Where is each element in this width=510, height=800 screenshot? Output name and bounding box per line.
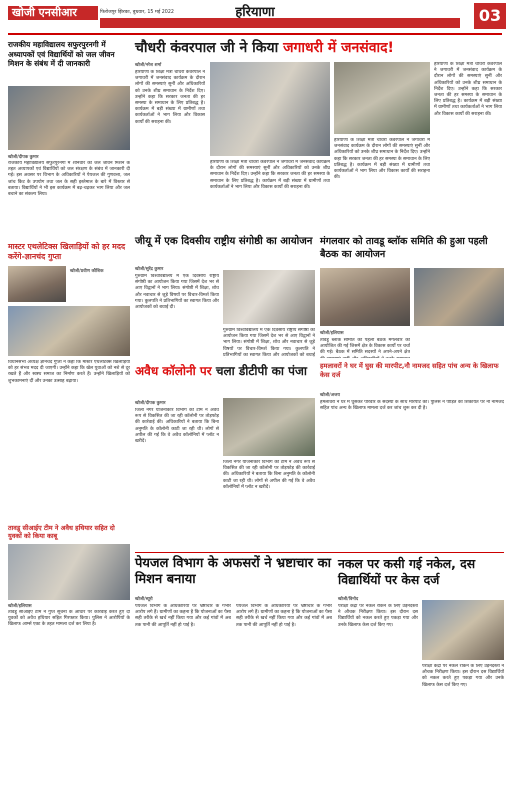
story7-byline: खोजी/दीपक कुमार bbox=[135, 401, 166, 406]
story3-headline bbox=[135, 40, 505, 57]
bottom-divider bbox=[135, 552, 504, 553]
page-number: 03 bbox=[474, 3, 506, 29]
story3-byline: खोजी/नरेश शर्मा bbox=[135, 63, 162, 68]
story10-photo bbox=[422, 600, 504, 660]
story9-byline: खोजी/ब्यूरो bbox=[135, 597, 153, 602]
story5-body: तावडू ब्लॉक समिति की पहली बैठक मंगलवार को आयोजित की गई जिसमें क्षेत्र के विकास कार्यों पर चर्चा की गई। बैठक में समिति सदस्यों ने अपने-अपने क्षेत्र bbox=[320, 338, 410, 356]
story8-byline: खोजी/इलियास bbox=[8, 604, 32, 609]
story9-headline: पेयजल विभाग के अफसरों ने भ्रष्टाचार का मिशन बनाया bbox=[135, 556, 331, 587]
story7-headline-accent: अवैध कॉलोनी पर bbox=[135, 364, 212, 378]
paper-name: खोजी एनसीआर bbox=[12, 6, 77, 19]
story9-body: पेयजल विभाग के अधिकारियों पर भ्रष्टाचार के गंभीर आरोप लगे हैं। ग्रामीणों का कहना है कि योजनाओं का पैसा सही तरीके से खर्च नहीं किया गया और कई गांवों में अब तक पानी की आपूर्ति नहीं हो पाई है। bbox=[135, 604, 231, 628]
story3-body-col1: हरियाणा के शिक्षा मंत्री चौधरी कंवरपाल ने जगाधरी में जनसंवाद कार्यक्रम के दौरान लोगों की समस्याएं सुनीं और अधिकारियों को उनके शीघ्र समाधान के निर्देश दिए। उन्होंने कहा कि सरकार जनता की हर समस्या के समाधान के लिए प्रतिबद्ध है। कार्यक्रम में बड़ी संख्या में ग्रामीणों तथा कार्यकर्ताओं ने भाग लिया और विकास कार्यों की सराहना की। bbox=[135, 70, 205, 125]
story2-photo bbox=[8, 266, 66, 302]
story3-photo-second bbox=[334, 62, 430, 134]
story3-body-col3: हरियाणा के शिक्षा मंत्री चौधरी कंवरपाल ने जगाधरी में जनसंवाद कार्यक्रम के दौरान लोगों की समस्याएं सुनीं और अधिकारियों को उनके शीघ्र समाधान के निर्देश दिए। उन्होंने कहा कि सरकार जनता की हर समस्या के समाधान के लिए प्रतिबद्ध है। कार्यक्रम में बड़ी संख्या में ग्रामीणों तथा कार्यकर्ताओं ने भाग लिया और विकास कार्यों की सराहना की। bbox=[210, 160, 330, 190]
story10-body-col2: परीक्षा केंद्रों पर नकल रोकने के लिए उड़नदस्तों ने औचक निरीक्षण किया। इस दौरान दस विद्यार्थियों को नकल करते हुए पकड़ा गया और उनके खिलाफ केस दर्ज किए गए। bbox=[422, 664, 504, 688]
story4-photo-second bbox=[223, 270, 315, 324]
story7-body: जिला नगर योजनाकार विभाग की टीम ने अवैध रूप से विकसित की जा रही कॉलोनी पर तोड़फोड़ की कार्रवाई की। अधिकारियों ने बताया कि बिना अनुमति के कॉलोनी काटी जा रही थी। लोगों से अपील की गई कि वे अवैध कॉलोनियों में प्लॉट न खरीदें। bbox=[135, 408, 219, 445]
story1-byline: खोजी/दीपक कुमार bbox=[8, 155, 39, 160]
story10-headline: नकल पर कसी गई नकेल, दस विद्यार्थियों पर केस दर्ज bbox=[338, 556, 476, 587]
story5-photo-2 bbox=[414, 268, 504, 326]
story5-photo-1 bbox=[320, 268, 410, 326]
story9-body-col2: पेयजल विभाग के अधिकारियों पर भ्रष्टाचार के गंभीर आरोप लगे हैं। ग्रामीणों का कहना है कि योजनाओं का पैसा सही तरीके से खर्च नहीं किया गया और कई गांवों में अब तक पानी की आपूर्ति नहीं हो पाई है। bbox=[236, 604, 332, 628]
story10-body: परीक्षा केंद्रों पर नकल रोकने के लिए उड़नदस्तों ने औचक निरीक्षण किया। इस दौरान दस विद्यार्थियों को नकल करते हुए पकड़ा गया और उनके खिलाफ केस दर्ज किए गए। bbox=[338, 604, 418, 628]
masthead bbox=[0, 0, 510, 36]
story8-photo bbox=[8, 544, 130, 600]
story1-headline: राजकीय महाविद्यालय सफुरपुरनगी में अध्यापकों एवं विद्यार्थियों को जल जीवन मिशन के संबंध में दी जानकारी bbox=[8, 40, 115, 69]
story6-headline: हमलावरों ने घर में घुस की मारपीट,नौ नामजद सहित पांच अन्य के खिलाफ केस दर्ज bbox=[320, 362, 499, 379]
story3-body-col2: हरियाणा के शिक्षा मंत्री चौधरी कंवरपाल ने जगाधरी में जनसंवाद कार्यक्रम के दौरान लोगों की समस्याएं सुनीं और अधिकारियों को उनके शीघ्र समाधान के निर्देश दिए। उन्होंने कहा कि सरकार जनता की हर समस्या के समाधान के लिए प्रतिबद्ध है। कार्यक्रम में बड़ी संख्या में ग्रामीणों तथा कार्यकर्ताओं ने भाग लिया और विकास कार्यों की सराहना की। bbox=[334, 138, 430, 181]
story1-body: राजकीय महाविद्यालय सफुरपुरनगी में शनिवार को जल जीवन मिशन के तहत अध्यापकों एवं विद्यार्थियों को जल संरक्षण के संबंध में जानकारी दी गई। इस अवसर पर विभाग के अधिकारियों ने पेयजल की गुणवत्ता, जल जांच किट के उपयोग तथा जल के सही इस्तेमाल के बारे में विस्तार से बताया। विद्यार्थियों ने भी इस कार्यक्रम में बढ़-चढ़कर भाग लिया और जल बचाने का संकल्प लिया। bbox=[8, 161, 130, 198]
story2-headline: मास्टर एथलेटिक्स खिलाड़ियों को हर मदद करेंगे-ज्ञानचंद गुप्ता bbox=[8, 242, 126, 261]
story5-headline: मंगलवार को तावडू ब्लॉक समिति की हुआ पहली बैठक का आयोजन bbox=[320, 236, 488, 260]
date-line: फिरोजपुर झिरका, बुधवार, 15 मई 2022 bbox=[100, 10, 174, 15]
story4-byline: खोजी/सुरेंद्र कुमार bbox=[135, 267, 164, 272]
story2-body: विधानसभा अध्यक्ष ज्ञानचंद गुप्ता ने कहा कि मास्टर एथलेटिक्स खिलाड़ियों को हर संभव मदद दी जाएगी। उन्होंने कहा कि खेल युवाओं को नशे से दूर रखते हैं और स्वस्थ समाज का निर्माण करते हैं। उन्होंने खिलाड़ियों को शुभकामनाएं दीं और उनका उत्साह बढ़ाया। bbox=[8, 360, 130, 384]
story7-headline-main: चला डीटीपी का पंजा bbox=[211, 364, 307, 378]
story7-body-col2: जिला नगर योजनाकार विभाग की टीम ने अवैध रूप से विकसित की जा रही कॉलोनी पर तोड़फोड़ की कार्रवाई की। अधिकारियों ने बताया कि बिना अनुमति के कॉलोनी काटी जा रही थी। लोगों से अपील की गई कि वे अवैध कॉलोनियों में प्लॉट न खरीदें। bbox=[223, 460, 315, 490]
story1-photo bbox=[8, 86, 130, 150]
story4-body-col2: गुरुग्राम विश्वविद्यालय में एक दिवसीय राष्ट्रीय संगोष्ठी का आयोजन किया गया जिसमें देश भर से आए विद्वानों ने भाग लिया। संगोष्ठी में शिक्षा, शोध और नवाचार से जुड़े विषयों पर विचार-विमर्श किया गया। कुलपति ने प्रतिभागियों का स्वागत किया और आयोजकों को बधाई bbox=[223, 328, 315, 358]
story6-body: हमलावरों ने घर में घुसकर परिवार के सदस्यों के साथ मारपीट की। पुलिस ने पीड़ित की शिकायत पर नौ नामजद सहित पांच अन्य के खिलाफ मामला दर्ज कर जांच शुरू कर दी है। bbox=[320, 400, 504, 412]
story4-body: गुरुग्राम विश्वविद्यालय में एक दिवसीय राष्ट्रीय संगोष्ठी का आयोजन किया गया जिसमें देश भर से आए विद्वानों ने भाग लिया। संगोष्ठी में शिक्षा, शोध और नवाचार से जुड़े विषयों पर विचार-विमर्श किया गया। कुलपति ने प्रतिभागियों का स्वागत किया और आयोजकों को बधाई दी। bbox=[135, 274, 219, 311]
story8-body: तावडू सीआईए टीम ने गुप्त सूचना के आधार पर कार्रवाई करते हुए दो युवकों को अवैध हथियार सहित गिरफ्तार किया। पुलिस ने आरोपियों के खिलाफ आर्म्स एक्ट के तहत मामला दर्ज कर लिया है। bbox=[8, 610, 130, 628]
story6-byline: खोजी/अजय bbox=[320, 393, 340, 398]
story3-body-col4: हरियाणा के शिक्षा मंत्री चौधरी कंवरपाल ने जगाधरी में जनसंवाद कार्यक्रम के दौरान लोगों की समस्याएं सुनीं और अधिकारियों को उनके शीघ्र समाधान के निर्देश दिए। उन्होंने कहा कि सरकार जनता की हर समस्या के समाधान के लिए प्रतिबद्ध है। कार्यक्रम में बड़ी संख्या में ग्रामीणों तथा कार्यकर्ताओं ने भाग लिया और विकास कार्यों की सराहना की। bbox=[434, 62, 502, 117]
story3-headline-main: चौधरी कंवरपाल जी ने किया bbox=[135, 40, 284, 56]
story4-headline: जीयू में एक दिवसीय राष्ट्रीय संगोष्ठी का आयोजन bbox=[135, 236, 313, 247]
story2-byline: खोजी/प्रवीण कौशिक bbox=[70, 269, 104, 274]
story4-photo bbox=[8, 306, 130, 356]
story7-photo bbox=[223, 398, 315, 456]
masthead-divider bbox=[8, 33, 502, 35]
story5-byline: खोजी/इलियास bbox=[320, 331, 344, 336]
story3-photo-main bbox=[210, 62, 330, 156]
story7-headline bbox=[135, 364, 315, 379]
story10-byline: खोजी/विनोद bbox=[338, 597, 359, 602]
story8-headline: तावडू सीआईए टीम ने अवैध हथियार सहित दो युवकों को किया काबू bbox=[8, 524, 115, 541]
story3-headline-accent: जगाधरी में जनसंवाद! bbox=[283, 40, 394, 56]
section-title: हरियाणा bbox=[235, 5, 275, 20]
